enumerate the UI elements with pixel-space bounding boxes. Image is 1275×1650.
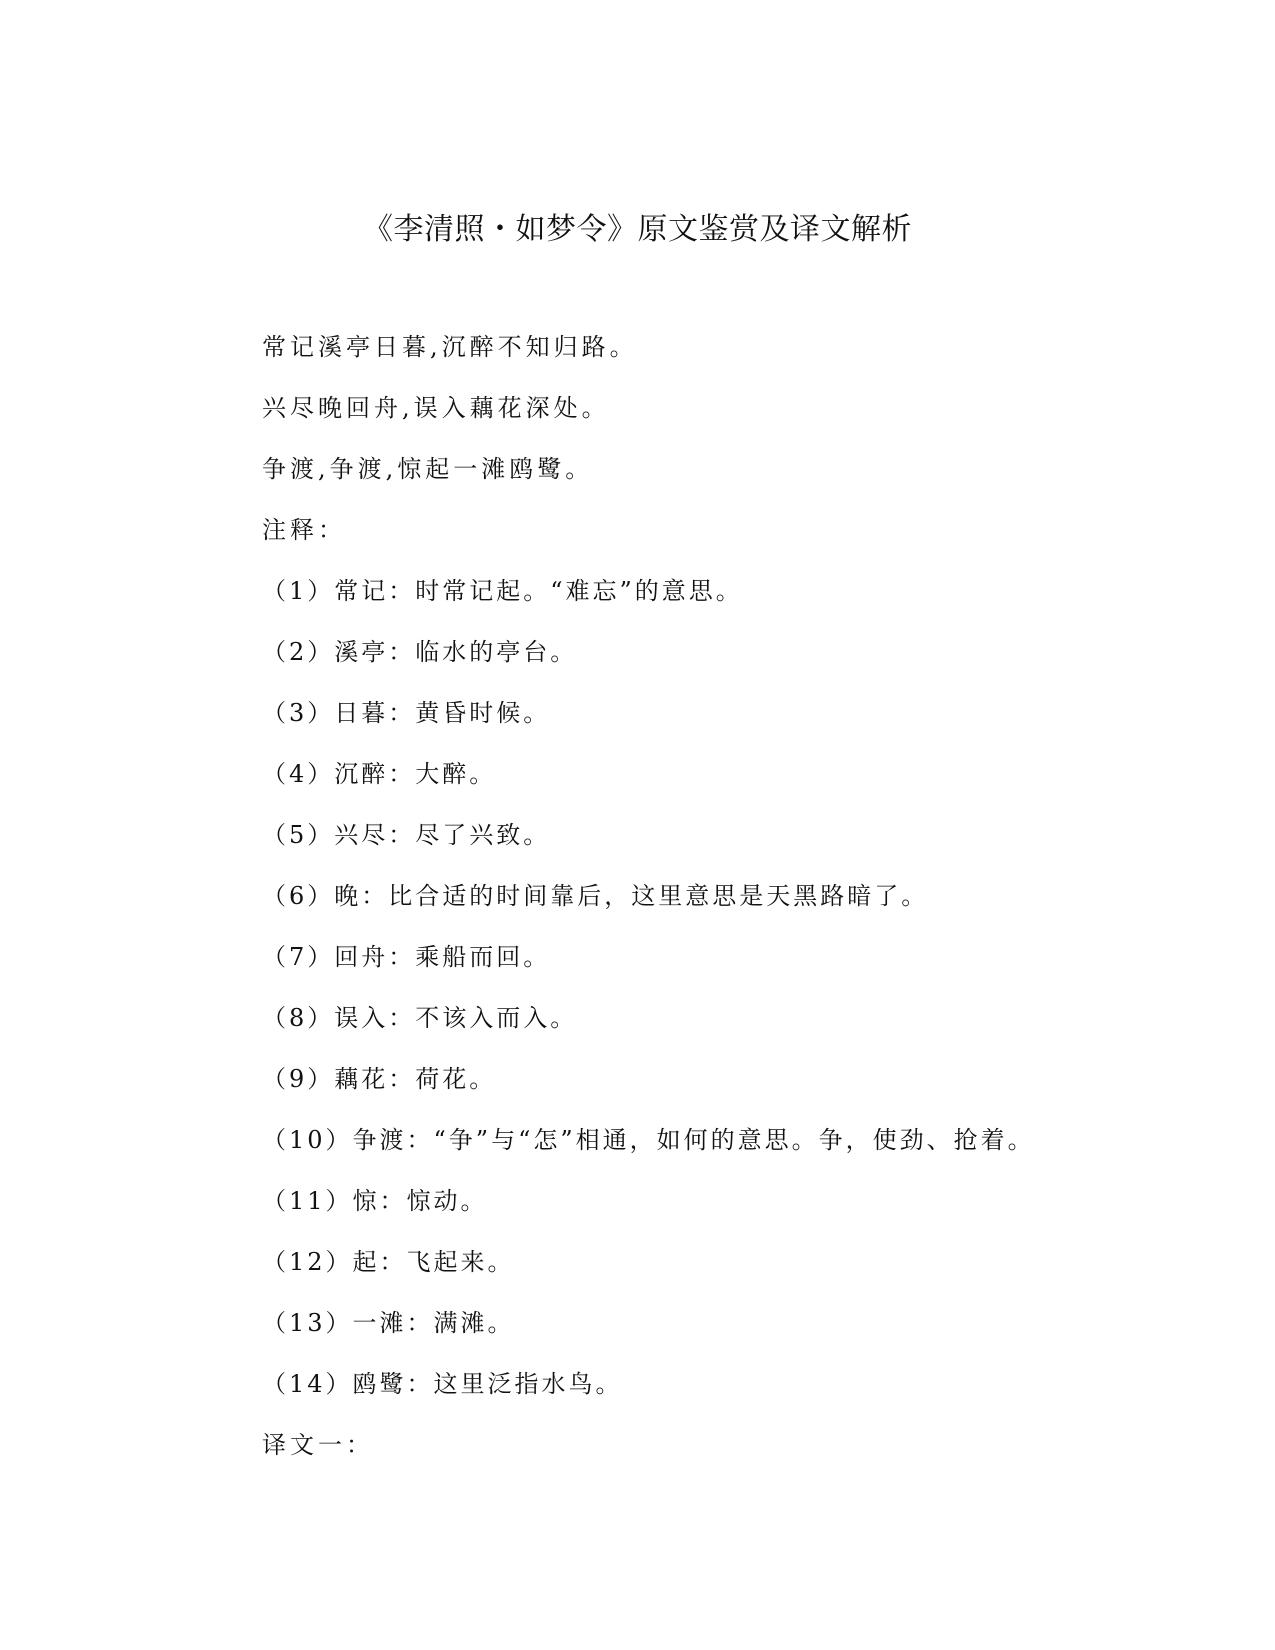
poem-line: 常记溪亭日暮,沉醉不知归路。	[262, 333, 638, 361]
note-item: （2）溪亭：临水的亭台。	[262, 638, 578, 666]
note-item: （12）起：飞起来。	[262, 1248, 515, 1276]
note-item: （14）鸥鹭：这里泛指水鸟。	[262, 1370, 623, 1398]
note-item: （1）常记：时常记起。“难忘”的意思。	[262, 577, 743, 605]
note-item: （6）晚：比合适的时间靠后，这里意思是天黑路暗了。	[262, 882, 929, 910]
note-item: （9）藕花：荷花。	[262, 1065, 497, 1093]
document-title: 《李清照・如梦令》原文鉴赏及译文解析	[363, 212, 912, 247]
poem-line: 兴尽晚回舟,误入藕花深处。	[262, 394, 610, 422]
note-item: （7）回舟：乘船而回。	[262, 943, 551, 971]
note-item: （4）沉醉：大醉。	[262, 760, 497, 788]
note-item: （10）争渡：“争”与“怎”相通，如何的意思。争，使劲、抢着。	[262, 1126, 1035, 1154]
note-item: （11）惊：惊动。	[262, 1187, 488, 1215]
note-item: （3）日暮：黄昏时候。	[262, 699, 551, 727]
document-body	[262, 330, 1062, 1489]
notes-heading: 注释：	[262, 516, 346, 544]
translation-heading: 译文一：	[262, 1431, 374, 1459]
poem-line: 争渡,争渡,惊起一滩鸥鹭。	[262, 455, 594, 483]
note-item: （5）兴尽：尽了兴致。	[262, 821, 551, 849]
note-item: （13）一滩：满滩。	[262, 1309, 515, 1337]
note-item: （8）误入：不该入而入。	[262, 1004, 578, 1032]
